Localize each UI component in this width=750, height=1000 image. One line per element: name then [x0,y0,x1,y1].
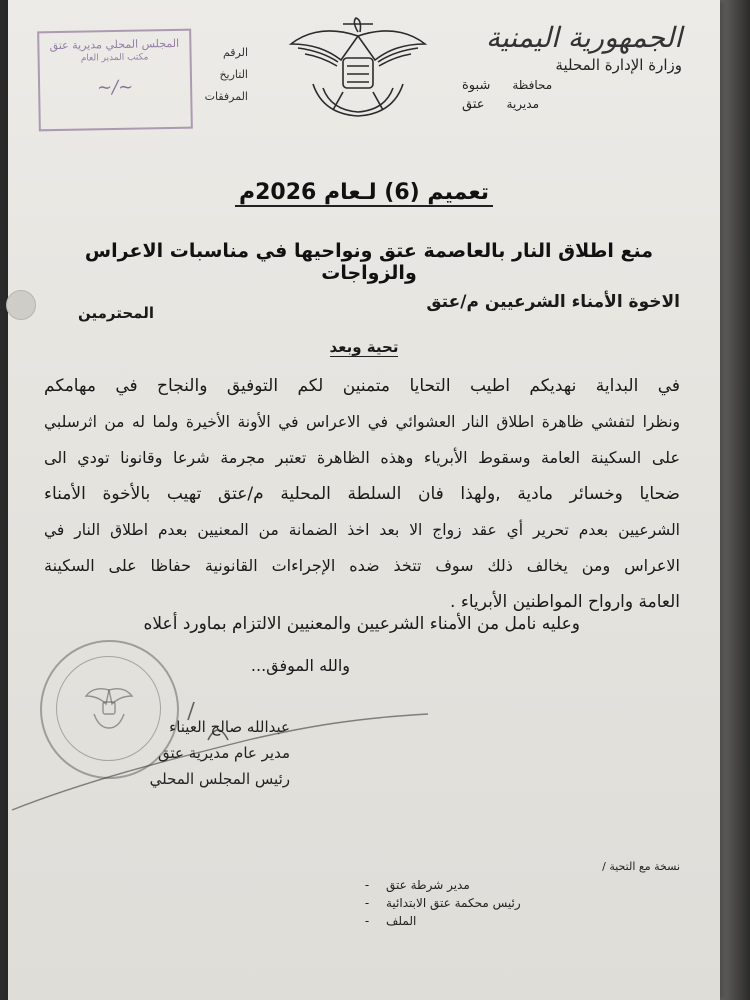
copies-item [360,876,680,894]
signatory-council: رئيس المجلس المحلي [149,770,290,788]
copies-item-text: الملف [386,914,417,928]
signatory-title: مدير عام مديرية عتق [157,744,290,762]
republic-name: الجمهورية اليمنية [485,21,682,54]
list-dash: - [364,914,370,928]
copies-item-text: مدير شرطة عتق [386,878,470,892]
governorate-row [462,78,682,93]
body-line: في البداية نهديكم اطيب التحايا متمنين لكم التوفيق والنجاح في مهامكم [44,376,680,396]
ref-number-label: الرقم [222,46,248,59]
signature-block [30,714,290,792]
body-line: ضحايا وخسائر مادية ,ولهذا فان السلطة المحلية م/عتق تهيب بالأخوة الأمناء [44,484,680,504]
eagle-emblem-icon [283,14,433,124]
circular-title [8,180,720,205]
closing-blessing: والله الموفق... [250,656,350,675]
copies-item [360,912,680,930]
governorate-value: شبوة [462,78,491,93]
circular-title-text: تعميم (6) لـعام 2026م [235,180,493,207]
letterhead-right [462,22,682,112]
letterhead-left [38,30,248,126]
stamp-handwriting: ~/~ [96,76,134,99]
body-line: الاعراس ومن يخالف ذلك سوف تتخذ ضده الإجراءات القانونية حفاظا على السكينة [44,556,680,575]
ministry-name: وزارة الإدارة المحلية [555,56,682,74]
received-stamp [37,29,193,132]
greeting [8,338,720,356]
body-line: العامة وارواح المواطنين الأبرياء . [450,592,680,612]
district-value: عتق [462,97,485,112]
copies-heading: نسخة مع التحية / [602,860,680,873]
district-label: مديرية [506,97,539,111]
copies-list [360,858,680,930]
list-dash: - [364,878,370,892]
ref-attachments-label: المرفقات [204,90,248,103]
stamp-title: المجلس المحلي مديرية عتق [49,36,180,53]
governorate-label: محافظة [512,78,553,92]
respected-label: المحترمين [78,304,155,322]
closing-line: وعليه نامل من الأمناء الشرعيين والمعنيين الالتزام بماورد أعلاه [143,614,580,634]
ref-date-label: التاريخ [219,68,248,81]
copies-item [360,894,680,912]
reference-labels [188,42,248,108]
document-page [8,0,720,1000]
body-line: ونظرا لتفشي ظاهرة اطلاق النار العشوائي في الاعراس في الأونة الأخيرة ولما له من اثرسلبي [44,413,680,431]
body-line: على السكينة العامة وسقوط الأبرياء وهذه الظاهرة تعتبر مجرمة شرعا وقانونا تودي الى [44,448,680,467]
district-row [462,97,682,112]
punch-hole [6,290,36,320]
addressee: الاخوة الأمناء الشرعيين م/عتق [426,292,680,312]
body-line: الشرعيين بعدم تحرير أي عقد زواج الا بعد اخذ الضمانة من المعنيين بعدم اطلاق النار في [44,521,680,539]
body-text [44,368,680,620]
copies-item-text: رئيس محكمة عتق الابتدائية [386,896,521,910]
greeting-text: تحية وبعد [329,338,399,356]
circular-subject: منع اطلاق النار بالعاصمة عتق ونواحيها في مناسبات الاعراس والزواجات [84,240,654,284]
signatory-name: عبدالله صالح العيناء [169,718,290,736]
stamp-subtitle: مكتب المدير العام [80,52,149,64]
list-dash: - [364,896,370,910]
